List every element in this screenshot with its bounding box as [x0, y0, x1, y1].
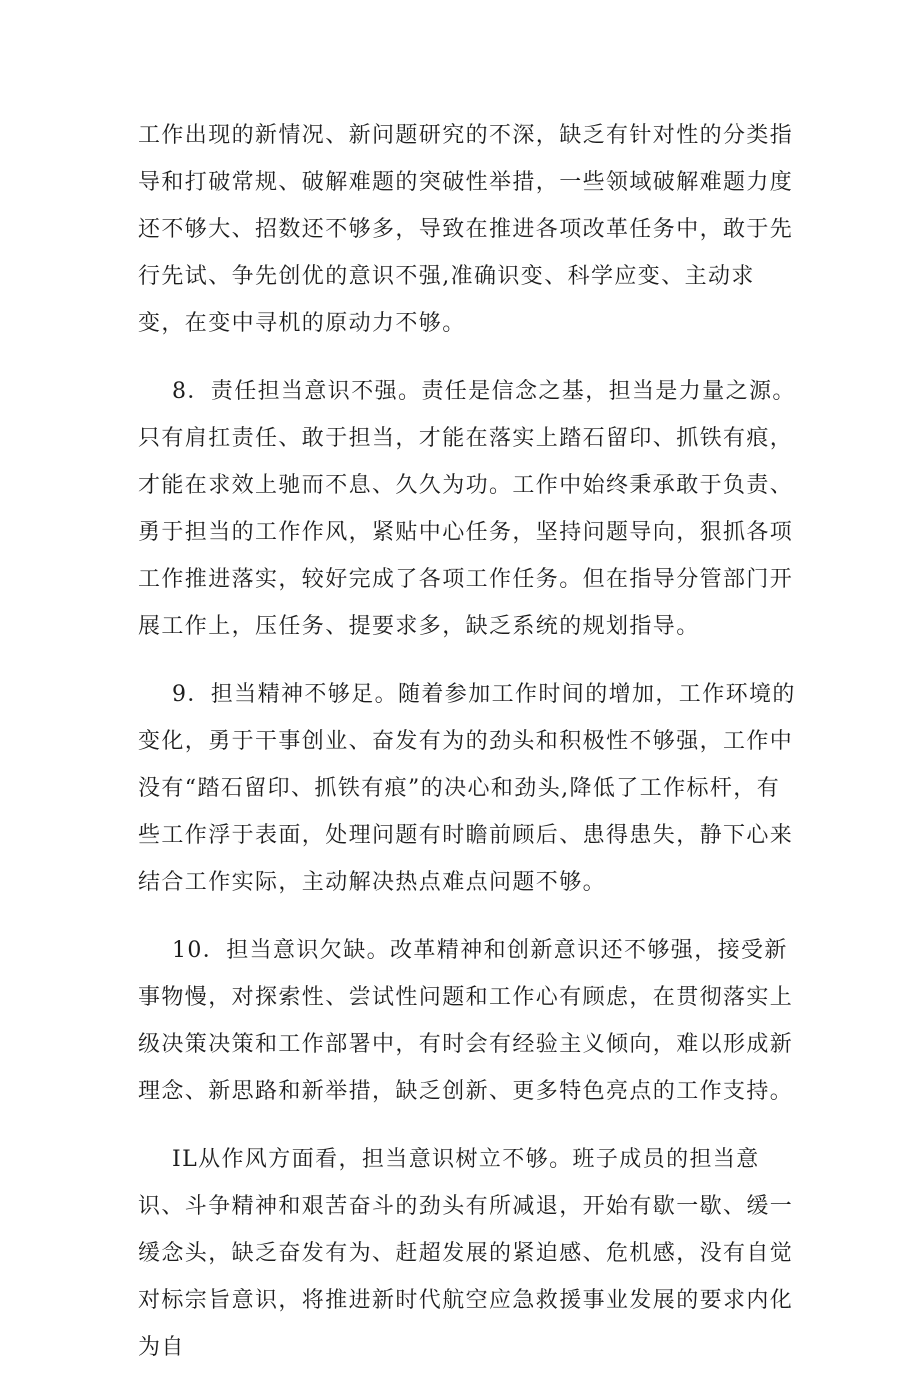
- paragraph-item-10: 10．担当意识欠缺。改革精神和创新意识还不够强，接受新事物慢，对探索性、尝试性问题和工作心有顾虑，在贯彻落实上级决策决策和工作部署中，有时会有经验主义倾向，难以形成新理念、新思路和新举措，缺乏创新、更多特色亮点的工作支持。: [138, 938, 794, 1104]
- paragraph-item-9: 9．担当精神不够足。随着参加工作时间的增加，工作环境的变化，勇于干事创业、奋发有为的劲头和积极性不够强，工作中没有“踏石留印、抓铁有痕”的决心和劲头,降低了工作标杆，有些工作浮于表面，处理问题有时瞻前顾后、患得患失，静下心来结合工作实际，主动解决热点难点问题不够。: [138, 682, 796, 895]
- paragraph-item-8: 8．责任担当意识不强。责任是信念之基，担当是力量之源。只有肩扛责任、敢于担当，才能在落实上踏石留印、抓铁有痕，才能在求效上驰而不息、久久为功。工作中始终秉承敢于负责、勇于担当的工作作风，紧贴中心任务，坚持问题导向，狠抓各项工作推进落实，较好完成了各项工作任务。但在指导分管部门开展工作上，压任务、提要求多，缺乏系统的规划指导。: [138, 379, 796, 639]
- document-page: [138, 112, 800, 1392]
- paragraph-continued: 工作出现的新情况、新问题研究的不深，缺乏有针对性的分类指导和打破常规、破解难题的突破性举措，一些领域破解难题力度还不够大、招数还不够多，导致在推进各项改革任务中，敢于先行先试、争先创优的意识不强,准确识变、科学应变、主动求变，在变中寻机的原动力不够。: [138, 123, 794, 336]
- paragraph-item-il: IL从作风方面看，担当意识树立不够。班子成员的担当意识、斗争精神和艰苦奋斗的劲头有所减退，开始有歇一歇、缓一缓念头，缺乏奋发有为、赶超发展的紧迫感、危机感，没有自觉对标宗旨意识，将推进新时代航空应急救援事业发展的要求内化为自: [138, 1147, 794, 1360]
